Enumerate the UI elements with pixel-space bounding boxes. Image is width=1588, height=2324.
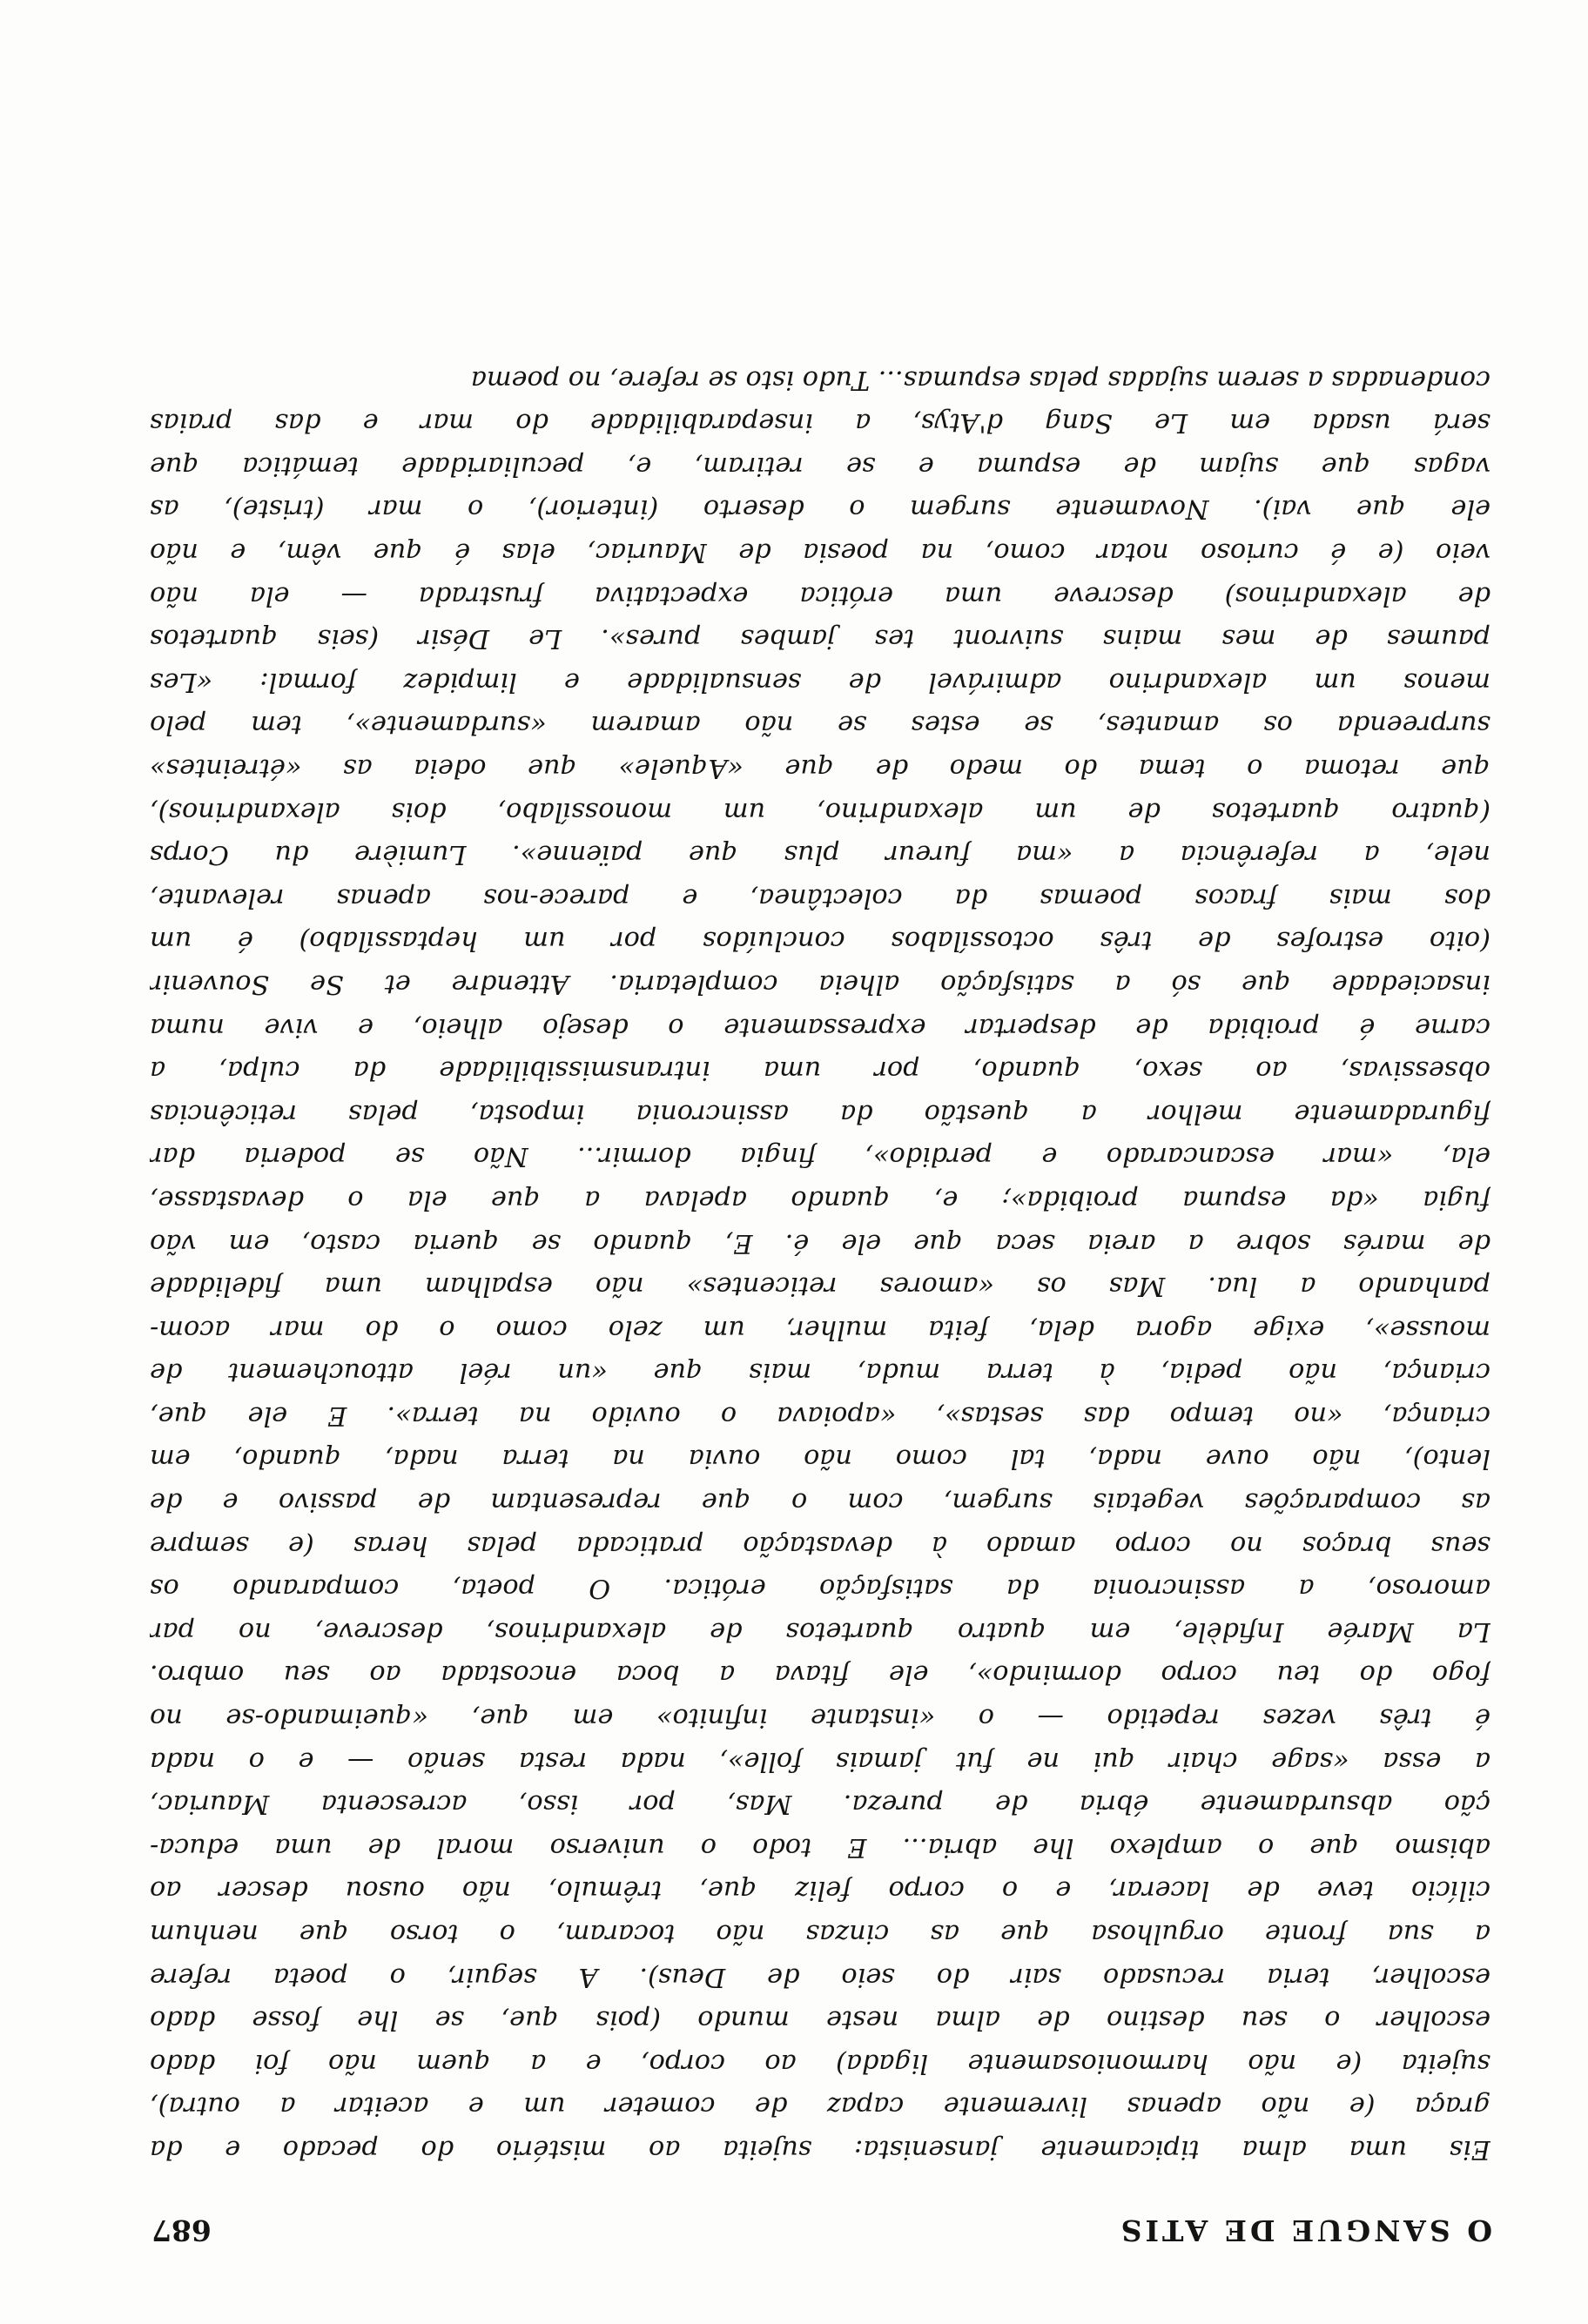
text-line: que retoma o tema do medo de que «Aquele» que odeia as «étreintes» <box>150 753 1490 783</box>
text-line: condenadas a serem sujadas pelas espumas... Tudo isto se refere, no poema <box>470 364 1490 395</box>
text-line: fogo do teu corpo dormindo», ele fitava a boca encostada ao seu ombro. <box>150 1659 1490 1690</box>
text-line: seus braços no corpo amado à devastação praticada pelas heras (e sempre <box>150 1529 1490 1561</box>
text-line: paumes de mes mains suivront tes jambes pures». Le Désir (seis quartetos <box>150 623 1490 655</box>
text-line: surpreenda os amantes, se estes se não amarem «surdamente», tem pelo <box>150 709 1490 741</box>
text-line: panhando a lua. Mas os «amores reticentes» não espalham uma fidelidade <box>150 1271 1490 1302</box>
text-line: obsessivas, ao sexo, quando, por uma intransmissibilidade da culpa, a <box>150 1055 1490 1086</box>
text-line: de marés sobre a areia seca que ele é. E, quando se queria casto, em vão <box>150 1227 1490 1259</box>
text-line: figuradamente melhor a questão da assincronia imposta, pelas reticências <box>150 1098 1490 1129</box>
text-line: criança, «no tempo das sestas», «apoiava o ouvido na terra». E ele que, <box>150 1400 1490 1431</box>
text-line: veio (e é curioso notar como, na poesia de Mauriac, elas é que vêm, e não <box>150 537 1490 568</box>
text-line: graça (e não apenas livremente capaz de cometer um e aceitar a outra), <box>150 2091 1490 2122</box>
text-line: amoroso, a assincronia da satisfação erótica. O poeta, comparando os <box>150 1573 1490 1604</box>
text-line: ele que vai). Novamente surgem o deserto (interior), o mar (triste), as <box>150 494 1490 525</box>
text-line: insaciedade que só a satisfação alheia completaria. Attendre et Se Souvenir <box>150 968 1490 999</box>
text-line: carne é proibida de despertar expressamente o desejo alheio, e vive numa <box>150 1011 1490 1043</box>
text-line: dos mais fracos poemas da colectânea, e parece-nos apenas relevante, <box>150 882 1490 913</box>
text-line: sujeita (e não harmoniosamente ligada) ao corpo, e a quem não foi dado <box>150 2047 1490 2079</box>
text-line: (oito estrofes de três octossílabos concluídos por um heptassílabo) é um <box>150 925 1490 957</box>
text-line: lento), não ouve nada, tal como não ouvia na terra nada, quando, em <box>150 1443 1490 1474</box>
text-line: criança, não pedia, à terra muda, mais que «un réel attouchement de <box>150 1357 1490 1388</box>
text-line: abismo que o amplexo lhe abria... E todo o universo moral de uma educa- <box>150 1831 1490 1863</box>
text-line: as comparações vegetais surgem, com o que representam de passivo e de <box>150 1487 1490 1518</box>
text-line: escolher, teria recusado sair do seio de Deus). A seguir, o poeta refere <box>150 1961 1490 1992</box>
text-line: a essa «sage chair qui ne fut jamais folle», nada resta senão — e o nada <box>150 1745 1490 1777</box>
text-line: ela, «mar escancarado e perdido», fingia dormir... Não se poderia dar <box>150 1141 1490 1172</box>
text-line: (quatro quartetos de um alexandrino, um monossílabo, dois alexandrinos), <box>150 796 1490 827</box>
text-line: fugia «da espuma proibida»; e, quando apelava a que ela o devastasse, <box>150 1184 1490 1215</box>
text-line: de alexandrinos) descreve uma erótica expectativa frustrada — ela não <box>150 580 1490 611</box>
text-line: vagas que sujam de espuma e se retiram, e, peculiaridade temática que <box>150 450 1490 481</box>
text-line: mousse», exige agora dela, feita mulher, um zelo como o do mar acom- <box>150 1313 1490 1345</box>
text-line: será usada em Le Sang d'Atys, a inseparabilidade do mar e das praias <box>150 407 1490 439</box>
text-line: La Marée Infidèle, em quatro quartetos de alexandrinos, descreve, no par <box>150 1615 1490 1647</box>
text-line: é três vezes repetido — o «instante infinito» em que, «queimando-se no <box>150 1703 1490 1734</box>
text-line: escolher o seu destino de alma neste mundo (pois que, se lhe fosse dado <box>150 2005 1490 2036</box>
text-line: Eis uma alma tipicamente jansenista: sujeita ao mistério do pecado e da <box>150 2134 1490 2165</box>
running-title: O SANGUE DE ATIS <box>1117 2213 1492 2247</box>
page-number: 687 <box>151 2213 212 2247</box>
text-line: a sua fronte orgulhosa que as cinzas não tocaram, o torso que nenhum <box>150 1918 1490 1950</box>
text-line: ção absurdamente ébria de pureza. Mas, por isso, acrescenta Mauriac, <box>150 1789 1490 1820</box>
text-line: cilício teve de lacerar, e o corpo feliz que, trêmulo, não ousou descer ao <box>150 1875 1490 1906</box>
text-line: nele, a referência a «ma fureur plus que païenne». Lumière du Corps <box>150 839 1490 870</box>
running-head <box>151 2195 1492 2247</box>
text-line: menos um alexandrino admirável de sensualidade e limpidez formal: «Les <box>150 666 1490 697</box>
body-text <box>150 82 1490 2171</box>
